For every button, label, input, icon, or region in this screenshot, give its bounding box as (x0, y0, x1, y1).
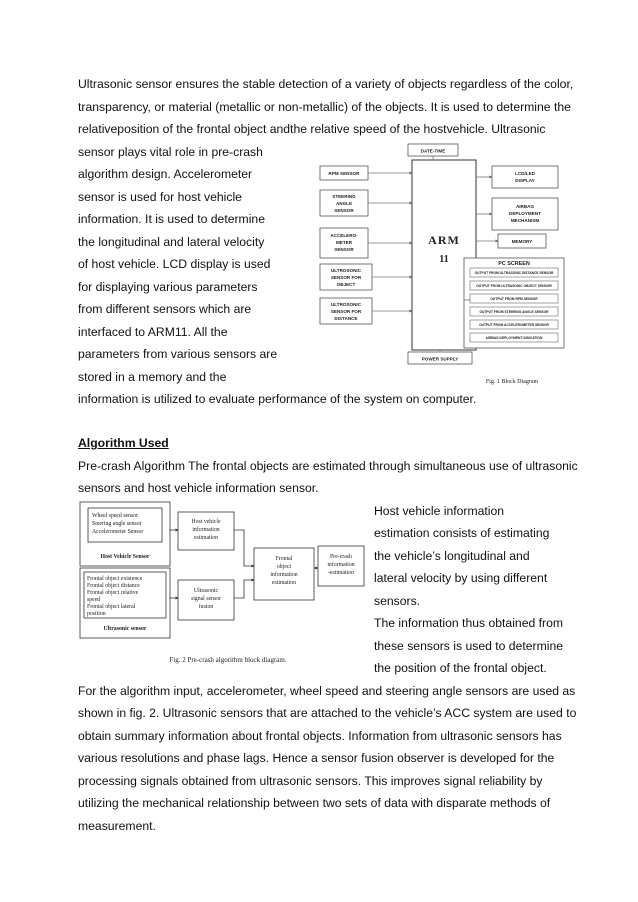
fusion-text: Ultrasonic (193, 588, 219, 594)
lcd-display-label: LCD/LED (515, 171, 535, 176)
section-p2-line: processing signals obtained from ultrasonic sensors. This improves signal reliability by (78, 774, 543, 788)
memory-label: MEMORY (511, 239, 533, 244)
intro-left-line: for displaying various parameters (78, 280, 258, 294)
figure-1-caption: Fig. 1 Block Diagram (485, 379, 539, 385)
pc-row-label: OUTPUT FROM RPM SENSOR (490, 297, 538, 301)
precrash-estimation-text: Pre-crash (330, 554, 352, 560)
precrash-estimation-text: information (327, 562, 355, 568)
us-distance-sensor-label: DISTANCE (334, 316, 358, 321)
section-right-line: these sensors is used to determine (374, 639, 564, 653)
power-supply-label: POWER SUPPLY (421, 356, 459, 362)
arm-label: 11 (439, 254, 449, 265)
intro-left-line: stored in a memory and the (78, 370, 227, 384)
intro-line: transparency, or material (metallic or non-metallic) of the objects. It is used to determine the (78, 100, 571, 114)
frontal-estimation-text: Frontal (275, 556, 293, 562)
figure-1-block-diagram (312, 140, 566, 392)
us-signal-text: Frontal object existence (87, 576, 143, 582)
intro-line: Ultrasonic sensor ensures the stable detection of a variety of objects regardless of the color, (78, 77, 574, 91)
host-vehicle-sensor-label: Host Vehicle Sensor (100, 554, 150, 560)
figure-2-caption: Fig. 2 Pre-crash algorithm block diagram. (169, 656, 287, 664)
section-p1-line: Pre-crash Algorithm The frontal objects are estimated through simultaneous use of ultrasonic (78, 459, 578, 473)
host-sensor-text: Steering angle sensor (92, 521, 142, 527)
section-right-line: The information thus obtained from (374, 616, 564, 630)
section-right-line: estimation consists of estimating (374, 526, 550, 540)
section-p2-line: obtain summary information about frontal objects. Information from ultrasonic sensors has (78, 729, 562, 743)
airbag-label: AIRBAG (515, 204, 535, 209)
precrash-estimation-text: -estimation (327, 570, 355, 576)
ultrasonic-sensor-label: Ultrasonic sensor (103, 626, 147, 632)
pc-screen-label: PC SCREEN (498, 261, 530, 267)
section-right-line: sensors. (374, 594, 421, 608)
pc-row-label: AIRBAG DEPLOYMENT INDICATION (485, 336, 543, 340)
arm-label: ARM (428, 233, 460, 247)
intro-left-line: parameters from various sensors are (78, 347, 278, 361)
section-right-line: Host vehicle information (374, 504, 505, 518)
us-signal-text: speed (87, 597, 101, 603)
fusion-text: fusion (198, 604, 214, 610)
steering-sensor-label: SENSOR (334, 208, 354, 213)
rpm-sensor-label: RPM SENSOR (328, 171, 360, 176)
steering-sensor-label: STEERING (332, 194, 356, 199)
pc-row-label: OUTPUT FROM ULTRASONIC OBJECT SENSOR (476, 284, 552, 288)
fusion-text: signal sensor (190, 596, 222, 602)
us-signal-text: position (87, 611, 106, 617)
intro-line: relativeposition of the frontal object andthe relative speed of the hostvehicle. Ultrasonic (78, 122, 546, 136)
section-right-line: lateral velocity by using different (374, 571, 548, 585)
accel-sensor-label: ACCELERO- (330, 233, 358, 238)
intro-line: information is utilized to evaluate performance of the system on computer. (78, 392, 477, 406)
accel-sensor-label: SENSOR (334, 247, 354, 252)
host-sensor-text: Accelerometer Sensor (92, 529, 144, 535)
hv-estimation-text: Host vehicle (191, 519, 221, 525)
section-p2-line: utilizing the mechanical relationship between two sets of data with disparate methods of (78, 796, 551, 810)
intro-left-line: algorithm design. Accelerometer (78, 167, 253, 181)
intro-left-line: sensor plays vital role in pre-crash (78, 145, 263, 159)
pc-row-label: OUTPUT FROM ACCELEROMETER SENSOR (479, 323, 549, 327)
frontal-estimation-text: estimation (271, 580, 297, 586)
us-object-sensor-label: OBJECT (336, 282, 356, 287)
section-right-line: the vehicle’s longitudinal and (374, 549, 530, 563)
section-p2-line: measurement. (78, 819, 156, 833)
accel-sensor-label: METER (335, 240, 353, 245)
intro-left-line: the longitudinal and lateral velocity (78, 235, 265, 249)
date-time-label: DATE-TIME (420, 148, 446, 154)
us-distance-sensor-label: SENSOR FOR (330, 309, 362, 314)
pc-row-label: OUTPUT FROM ULTRASONIC DISTANCE SENSOR (474, 271, 554, 275)
host-sensor-text: Wheel speed sensor (92, 513, 139, 519)
us-object-sensor-label: SENSOR FOR (330, 275, 362, 280)
intro-left-line: of host vehicle. LCD display is used (78, 257, 271, 271)
intro-left-line: information. It is used to determine (78, 212, 265, 226)
section-p2-line: various resolutions and phase lags. Hence a sensor fusion observer is developed for the (78, 751, 555, 765)
figure-2-precrash-diagram (78, 498, 368, 668)
section-heading: Algorithm Used (78, 436, 169, 450)
intro-left-line: interfaced to ARM11. All the (78, 325, 228, 339)
frontal-estimation-text: object (276, 564, 292, 570)
intro-left-line: sensor is used for host vehicle (78, 190, 242, 204)
hv-estimation-text: estimation (193, 535, 219, 541)
us-distance-sensor-label: ULTROSONIC (330, 302, 362, 307)
section-p1-line: sensors and host vehicle information sensor. (78, 481, 319, 495)
hv-estimation-text: information (192, 527, 220, 533)
intro-left-line: from different sensors which are (78, 302, 252, 316)
frontal-estimation-text: information (270, 572, 298, 578)
pc-row-label: OUTPUT FROM STEERING ANGLE SENSOR (479, 310, 549, 314)
lcd-display-label: DISPLAY (515, 178, 535, 183)
section-p2-line: shown in fig. 2. Ultrasonic sensors that are attached to the vehicle’s ACC system are used to (78, 706, 577, 720)
section-right-line: the position of the frontal object. (374, 661, 547, 675)
us-object-sensor-label: ULTROSONIC (330, 268, 362, 273)
us-signal-text: Frontal object distance (87, 583, 140, 589)
steering-sensor-label: ANGLE (335, 201, 353, 206)
airbag-label: MECHANISM (510, 218, 540, 223)
us-signal-text: Frontal object lateral (87, 604, 136, 610)
section-p2-line: For the algorithm input, accelerometer, wheel speed and steering angle sensors are used as (78, 684, 576, 698)
us-signal-text: Frontal object relative (87, 590, 139, 596)
airbag-label: DEPLOYMENT (509, 211, 541, 216)
